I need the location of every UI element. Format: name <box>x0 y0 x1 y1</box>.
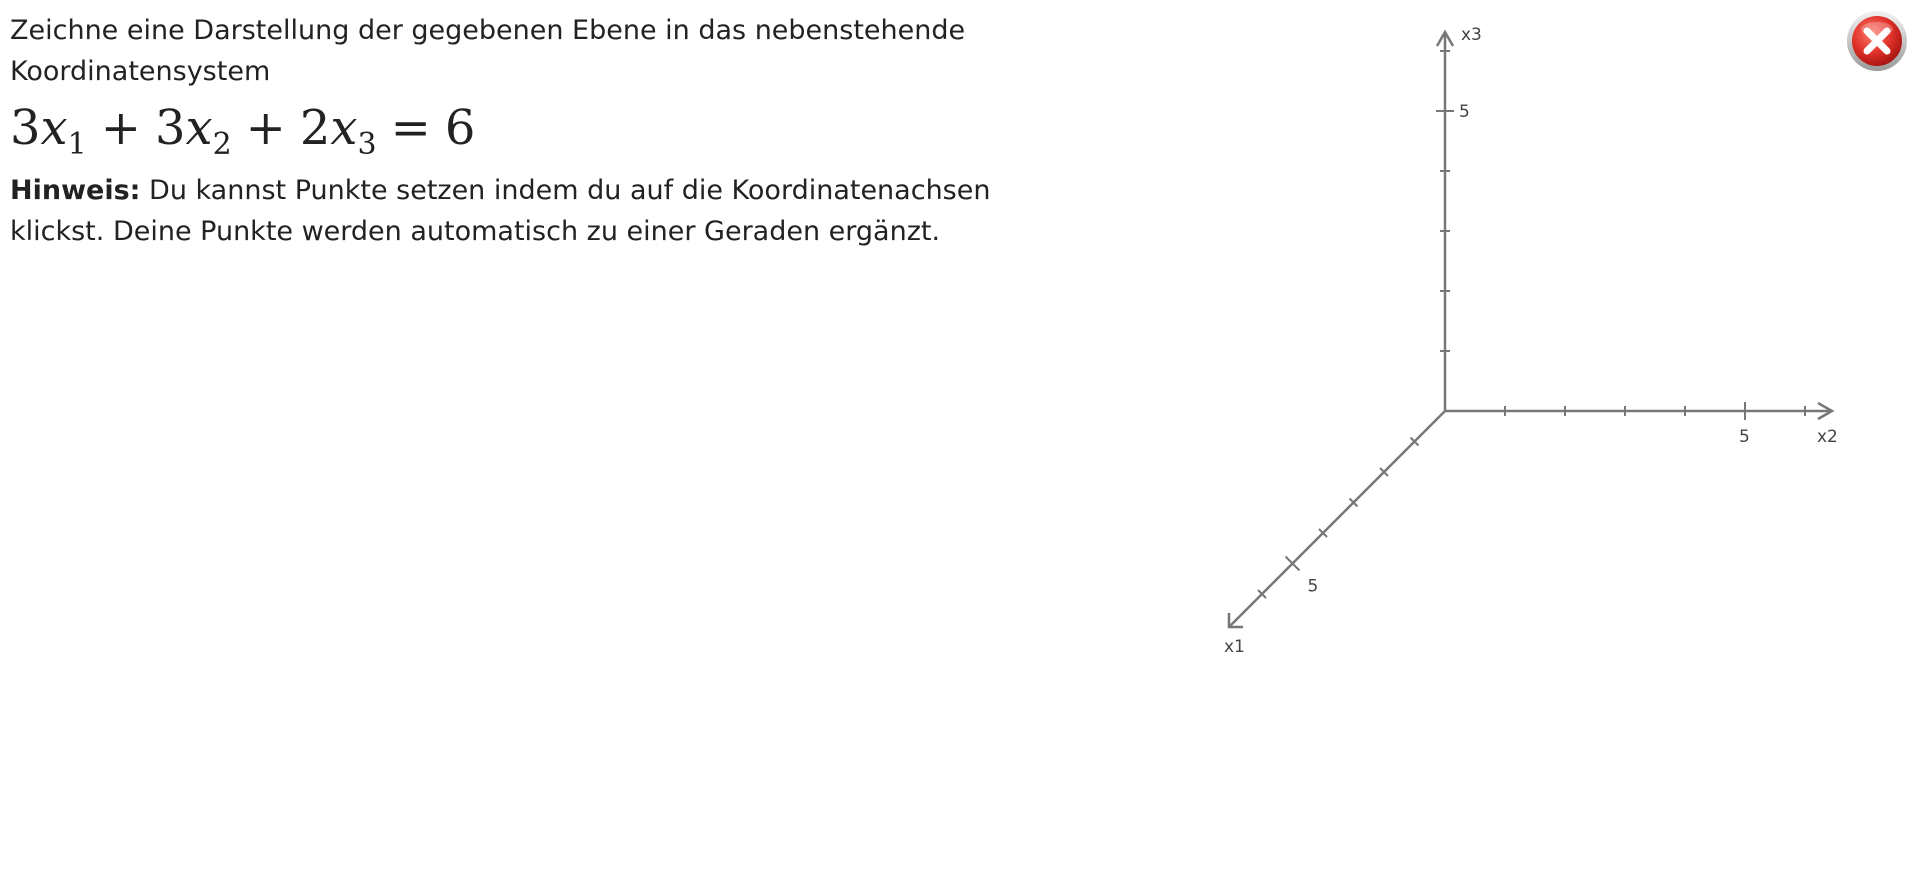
x2-axis-label: x2 <box>1817 427 1838 447</box>
x1-tick-label: 5 <box>1307 576 1319 597</box>
x3-axis-label: x3 <box>1461 25 1482 45</box>
hint-paragraph <box>10 170 1050 252</box>
x1-axis-label: x1 <box>1224 637 1245 657</box>
plane-equation: $3x_1 + 3x_2 + 2x_3 = 6$ <box>10 100 476 162</box>
hint-text: Du kannst Punkte setzen indem du auf die Koordinatenachsen klickst. Deine Punkte werden automatisch zu einer Geraden ergänzt. <box>10 175 991 247</box>
task-panel <box>10 10 1050 252</box>
instruction-text: Zeichne eine Darstellung der gegebenen Ebene in das nebenstehende Koordinatensystem <box>10 15 966 87</box>
x3-tick-label: 5 <box>1459 102 1470 122</box>
coordinate-system <box>1200 10 1860 670</box>
x2-tick-label: 5 <box>1739 427 1750 447</box>
hint-label: Hinweis: <box>10 175 141 206</box>
